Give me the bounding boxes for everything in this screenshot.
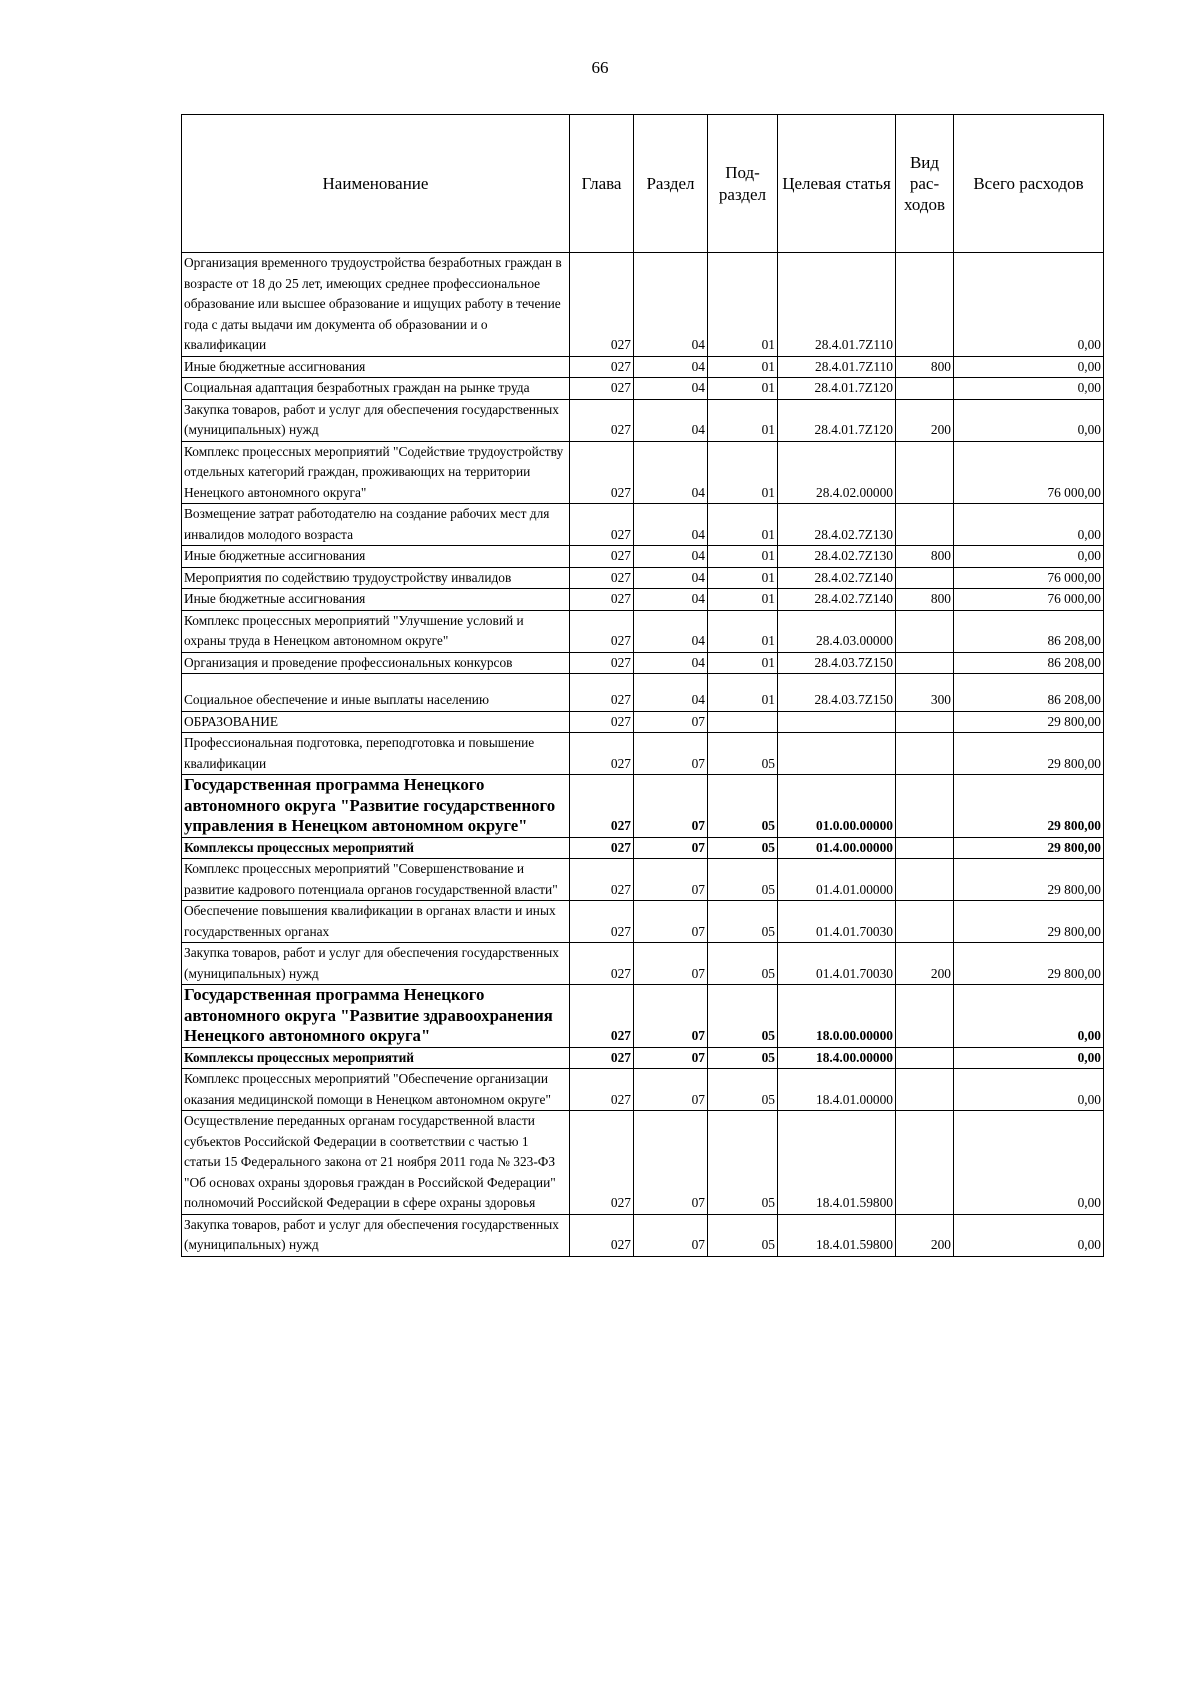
cell-razdel: 04 [634, 567, 708, 589]
cell-razdel: 04 [634, 674, 708, 712]
cell-name: Организация временного трудоустройства безработных граждан в возрасте от 18 до 25 лет, имеющих среднее профессиональное образование или высшее образование и ищущих работу в течение года с даты выдачи им документа об образовании и о квалификации [182, 253, 570, 357]
page-number: 66 [591, 58, 609, 77]
cell-podrazdel: 05 [708, 733, 778, 775]
cell-name: Мероприятия по содействию трудоустройству инвалидов [182, 567, 570, 589]
cell-glava: 027 [570, 399, 634, 441]
cell-vid: 800 [896, 546, 954, 568]
cell-razdel: 07 [634, 711, 708, 733]
cell-name: Иные бюджетные ассигнования [182, 589, 570, 611]
cell-sum: 29 800,00 [954, 901, 1104, 943]
cell-vid [896, 1111, 954, 1215]
cell-podrazdel: 01 [708, 504, 778, 546]
cell-glava: 027 [570, 610, 634, 652]
cell-vid [896, 253, 954, 357]
cell-razdel: 04 [634, 441, 708, 504]
table-row [182, 378, 1104, 400]
cell-razdel: 07 [634, 1069, 708, 1111]
cell-name: Социальная адаптация безработных граждан на рынке труда [182, 378, 570, 400]
cell-razdel: 07 [634, 859, 708, 901]
header-razdel: Раздел [634, 115, 708, 253]
cell-razdel: 07 [634, 837, 708, 859]
cell-glava: 027 [570, 943, 634, 985]
cell-podrazdel: 01 [708, 674, 778, 712]
cell-sum: 29 800,00 [954, 733, 1104, 775]
cell-vid [896, 901, 954, 943]
cell-vid [896, 985, 954, 1048]
cell-tselevaya: 18.4.01.00000 [778, 1069, 896, 1111]
cell-tselevaya: 28.4.01.7Z110 [778, 253, 896, 357]
table-row [182, 652, 1104, 674]
cell-vid [896, 837, 954, 859]
cell-glava: 027 [570, 837, 634, 859]
cell-tselevaya: 28.4.03.7Z150 [778, 674, 896, 712]
cell-name: Комплекс процессных мероприятий "Содействие трудоустройству отдельных категорий граждан, проживающих на территории Ненецкого автономного округа" [182, 441, 570, 504]
cell-vid [896, 859, 954, 901]
cell-vid: 200 [896, 1214, 954, 1256]
cell-name: Иные бюджетные ассигнования [182, 546, 570, 568]
cell-glava: 027 [570, 589, 634, 611]
table-row [182, 253, 1104, 357]
cell-sum: 0,00 [954, 985, 1104, 1048]
table-row [182, 837, 1104, 859]
cell-glava: 027 [570, 253, 634, 357]
table-row [182, 901, 1104, 943]
table-row [182, 711, 1104, 733]
cell-name: Обеспечение повышения квалификации в органах власти и иных государственных органах [182, 901, 570, 943]
cell-razdel: 07 [634, 901, 708, 943]
cell-tselevaya: 18.4.01.59800 [778, 1111, 896, 1215]
cell-tselevaya: 01.0.00.00000 [778, 775, 896, 838]
cell-glava: 027 [570, 441, 634, 504]
cell-vid: 800 [896, 589, 954, 611]
cell-name: Комплекс процессных мероприятий "Совершенствование и развитие кадрового потенциала органов государственной власти" [182, 859, 570, 901]
cell-tselevaya: 28.4.01.7Z110 [778, 356, 896, 378]
cell-razdel: 07 [634, 1111, 708, 1215]
cell-podrazdel: 01 [708, 378, 778, 400]
cell-vid: 200 [896, 399, 954, 441]
cell-podrazdel [708, 711, 778, 733]
cell-tselevaya: 28.4.02.7Z130 [778, 504, 896, 546]
cell-podrazdel: 01 [708, 546, 778, 568]
cell-name: Комплексы процессных мероприятий [182, 1047, 570, 1069]
table-row [182, 441, 1104, 504]
cell-tselevaya: 01.4.01.70030 [778, 901, 896, 943]
cell-razdel: 04 [634, 399, 708, 441]
cell-name: Закупка товаров, работ и услуг для обеспечения государственных (муниципальных) нужд [182, 943, 570, 985]
cell-sum: 29 800,00 [954, 775, 1104, 838]
cell-razdel: 07 [634, 1047, 708, 1069]
header-name: Наименование [182, 115, 570, 253]
cell-sum: 86 208,00 [954, 674, 1104, 712]
cell-vid [896, 1069, 954, 1111]
cell-tselevaya: 28.4.01.7Z120 [778, 378, 896, 400]
cell-glava: 027 [570, 775, 634, 838]
cell-razdel: 04 [634, 546, 708, 568]
cell-tselevaya: 28.4.02.00000 [778, 441, 896, 504]
cell-sum: 0,00 [954, 1111, 1104, 1215]
cell-sum: 86 208,00 [954, 652, 1104, 674]
cell-vid [896, 441, 954, 504]
cell-vid [896, 733, 954, 775]
cell-razdel: 07 [634, 985, 708, 1048]
table-row [182, 356, 1104, 378]
cell-name: Профессиональная подготовка, переподготовка и повышение квалификации [182, 733, 570, 775]
cell-vid [896, 1047, 954, 1069]
cell-podrazdel: 01 [708, 610, 778, 652]
cell-tselevaya: 28.4.02.7Z130 [778, 546, 896, 568]
table-row [182, 589, 1104, 611]
cell-razdel: 07 [634, 943, 708, 985]
header-row [182, 115, 1104, 253]
cell-vid [896, 711, 954, 733]
table-row [182, 1069, 1104, 1111]
cell-podrazdel: 05 [708, 1047, 778, 1069]
table-row [182, 775, 1104, 838]
cell-sum: 0,00 [954, 1214, 1104, 1256]
cell-glava: 027 [570, 378, 634, 400]
table-row [182, 859, 1104, 901]
cell-vid: 800 [896, 356, 954, 378]
cell-vid: 300 [896, 674, 954, 712]
cell-sum: 0,00 [954, 1069, 1104, 1111]
cell-podrazdel: 05 [708, 1069, 778, 1111]
header-glava: Глава [570, 115, 634, 253]
cell-name: Государственная программа Ненецкого автономного округа "Развитие здравоохранения Ненецкого автономного округа" [182, 985, 570, 1048]
cell-razdel: 04 [634, 378, 708, 400]
cell-podrazdel: 05 [708, 837, 778, 859]
cell-sum: 29 800,00 [954, 943, 1104, 985]
cell-sum: 0,00 [954, 546, 1104, 568]
cell-podrazdel: 05 [708, 775, 778, 838]
cell-glava: 027 [570, 901, 634, 943]
cell-vid [896, 775, 954, 838]
cell-glava: 027 [570, 985, 634, 1048]
cell-razdel: 04 [634, 610, 708, 652]
cell-name: Комплекс процессных мероприятий "Улучшение условий и охраны труда в Ненецком автономном округе" [182, 610, 570, 652]
cell-glava: 027 [570, 859, 634, 901]
cell-sum: 0,00 [954, 356, 1104, 378]
cell-vid [896, 504, 954, 546]
cell-podrazdel: 01 [708, 356, 778, 378]
cell-name: Закупка товаров, работ и услуг для обеспечения государственных (муниципальных) нужд [182, 1214, 570, 1256]
table-row [182, 546, 1104, 568]
table-row [182, 985, 1104, 1048]
cell-tselevaya: 18.4.01.59800 [778, 1214, 896, 1256]
cell-name: Комплексы процессных мероприятий [182, 837, 570, 859]
cell-tselevaya: 18.0.00.00000 [778, 985, 896, 1048]
cell-name: Государственная программа Ненецкого автономного округа "Развитие государственного управления в Ненецком автономном округе" [182, 775, 570, 838]
cell-tselevaya [778, 733, 896, 775]
cell-sum: 0,00 [954, 253, 1104, 357]
cell-glava: 027 [570, 546, 634, 568]
cell-sum: 0,00 [954, 399, 1104, 441]
cell-glava: 027 [570, 1214, 634, 1256]
cell-vid [896, 610, 954, 652]
cell-glava: 027 [570, 733, 634, 775]
cell-sum: 0,00 [954, 504, 1104, 546]
cell-podrazdel: 05 [708, 943, 778, 985]
cell-razdel: 07 [634, 733, 708, 775]
cell-vid [896, 567, 954, 589]
cell-glava: 027 [570, 711, 634, 733]
cell-tselevaya [778, 711, 896, 733]
table-row [182, 1047, 1104, 1069]
cell-tselevaya: 28.4.03.7Z150 [778, 652, 896, 674]
cell-razdel: 07 [634, 1214, 708, 1256]
table-body [182, 253, 1104, 1257]
table-row [182, 943, 1104, 985]
cell-glava: 027 [570, 1047, 634, 1069]
cell-vid: 200 [896, 943, 954, 985]
cell-name: Организация и проведение профессиональных конкурсов [182, 652, 570, 674]
cell-razdel: 04 [634, 356, 708, 378]
cell-glava: 027 [570, 674, 634, 712]
cell-tselevaya: 28.4.02.7Z140 [778, 567, 896, 589]
cell-vid [896, 378, 954, 400]
cell-glava: 027 [570, 1111, 634, 1215]
cell-tselevaya: 28.4.02.7Z140 [778, 589, 896, 611]
table-row [182, 1111, 1104, 1215]
cell-sum: 0,00 [954, 378, 1104, 400]
header-tselevaya: Целевая статья [778, 115, 896, 253]
cell-podrazdel: 05 [708, 1214, 778, 1256]
header-vsego: Всего расходов [954, 115, 1104, 253]
cell-glava: 027 [570, 504, 634, 546]
cell-podrazdel: 01 [708, 652, 778, 674]
cell-podrazdel: 05 [708, 859, 778, 901]
cell-glava: 027 [570, 652, 634, 674]
cell-glava: 027 [570, 1069, 634, 1111]
table-row [182, 567, 1104, 589]
cell-podrazdel: 01 [708, 253, 778, 357]
cell-sum: 76 000,00 [954, 441, 1104, 504]
cell-glava: 027 [570, 567, 634, 589]
table-row [182, 399, 1104, 441]
cell-tselevaya: 28.4.01.7Z120 [778, 399, 896, 441]
cell-sum: 86 208,00 [954, 610, 1104, 652]
cell-razdel: 04 [634, 504, 708, 546]
table-row [182, 504, 1104, 546]
cell-name: Иные бюджетные ассигнования [182, 356, 570, 378]
cell-podrazdel: 05 [708, 901, 778, 943]
cell-name: Осуществление переданных органам государственной власти субъектов Российской Федерации в соответствии с частью 1 статьи 15 Федерального закона от 21 ноября 2011 года № 323-ФЗ "Об основах охраны здоровья граждан в Российской Федерации" полномочий Российской Федерации в сфере охраны здоровья [182, 1111, 570, 1215]
table-row [182, 1214, 1104, 1256]
cell-podrazdel: 01 [708, 589, 778, 611]
cell-razdel: 04 [634, 652, 708, 674]
cell-name: Комплекс процессных мероприятий "Обеспечение организации оказания медицинской помощи в Ненецком автономном округе" [182, 1069, 570, 1111]
cell-tselevaya: 18.4.00.00000 [778, 1047, 896, 1069]
cell-tselevaya: 01.4.01.70030 [778, 943, 896, 985]
cell-tselevaya: 28.4.03.00000 [778, 610, 896, 652]
cell-name: Социальное обеспечение и иные выплаты населению [182, 674, 570, 712]
cell-name: Возмещение затрат работодателю на создание рабочих мест для инвалидов молодого возраста [182, 504, 570, 546]
cell-podrazdel: 01 [708, 399, 778, 441]
cell-sum: 29 800,00 [954, 837, 1104, 859]
cell-name: Закупка товаров, работ и услуг для обеспечения государственных (муниципальных) нужд [182, 399, 570, 441]
cell-sum: 29 800,00 [954, 711, 1104, 733]
cell-podrazdel: 05 [708, 1111, 778, 1215]
table-row [182, 674, 1104, 712]
cell-razdel: 04 [634, 253, 708, 357]
cell-razdel: 04 [634, 589, 708, 611]
cell-podrazdel: 01 [708, 441, 778, 504]
cell-sum: 76 000,00 [954, 589, 1104, 611]
table-row [182, 610, 1104, 652]
table-row [182, 733, 1104, 775]
header-podrazdel: Под-раздел [708, 115, 778, 253]
cell-razdel: 07 [634, 775, 708, 838]
cell-sum: 76 000,00 [954, 567, 1104, 589]
header-vid: Вид рас-ходов [896, 115, 954, 253]
budget-table [181, 114, 1104, 1257]
cell-name: ОБРАЗОВАНИЕ [182, 711, 570, 733]
cell-tselevaya: 01.4.01.00000 [778, 859, 896, 901]
cell-sum: 0,00 [954, 1047, 1104, 1069]
cell-podrazdel: 05 [708, 985, 778, 1048]
cell-tselevaya: 01.4.00.00000 [778, 837, 896, 859]
cell-sum: 29 800,00 [954, 859, 1104, 901]
cell-glava: 027 [570, 356, 634, 378]
cell-vid [896, 652, 954, 674]
cell-podrazdel: 01 [708, 567, 778, 589]
